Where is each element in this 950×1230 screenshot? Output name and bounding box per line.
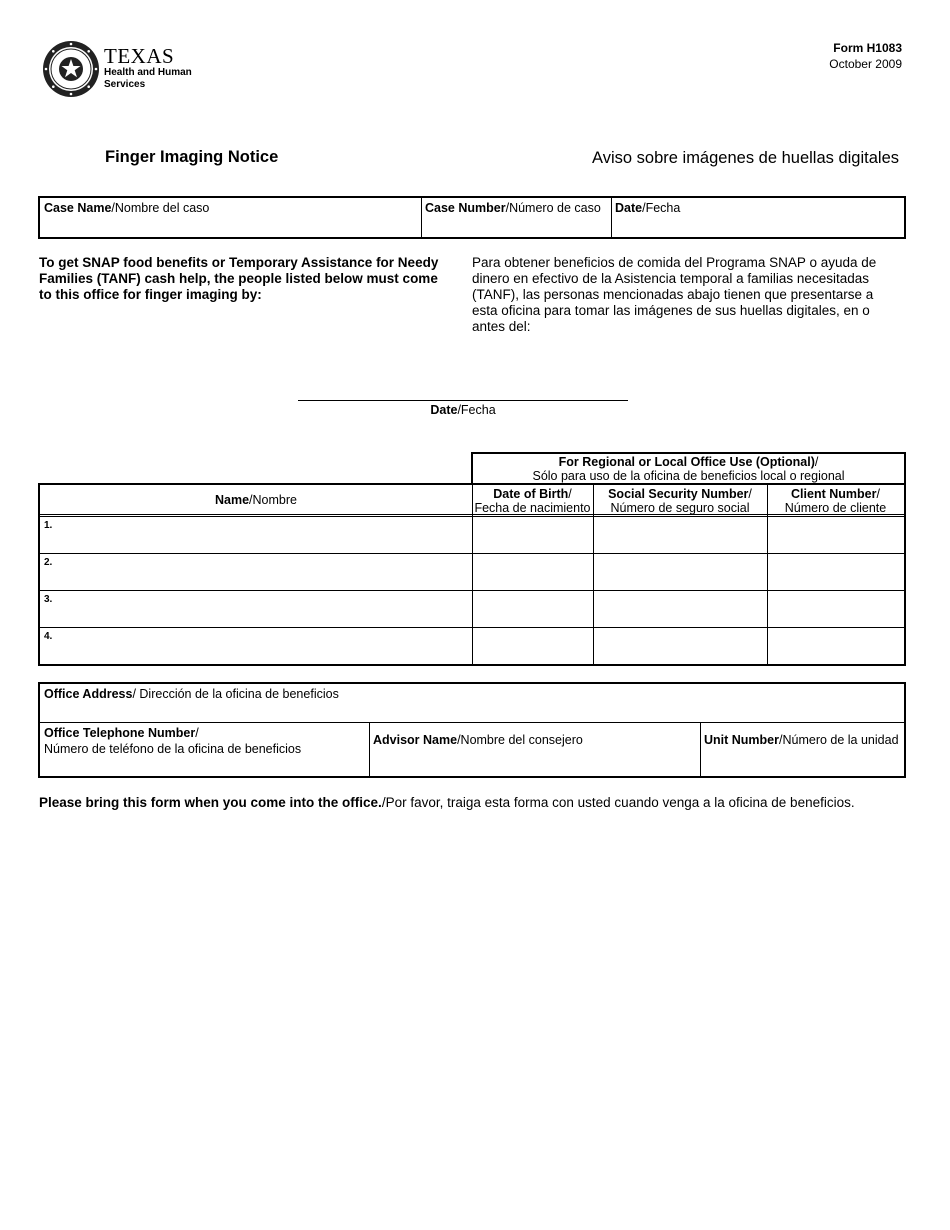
instructions-spanish: Para obtener beneficios de comida del Programa SNAP o ayuda de dinero en efectivo de la Asistencia temporal a familias necesitadas (TANF), las personas mencionadas abajo tienen que presentarse a esta oficina para tomar las imágenes de sus huellas digitales, en o antes del: xyxy=(472,255,877,334)
column-ssn-slash: / xyxy=(748,487,752,501)
office-phone-label-es: Número de teléfono de la oficina de beneficios xyxy=(44,742,302,756)
column-name-label-es: /Nombre xyxy=(249,493,297,507)
agency-logo xyxy=(42,40,192,100)
column-header-name xyxy=(40,485,472,517)
persons-table xyxy=(38,483,906,666)
column-header-dob xyxy=(472,485,593,517)
table-row-number: 2. xyxy=(44,557,53,568)
due-date-label-es: /Fecha xyxy=(457,403,496,417)
instructions-english: To get SNAP food benefits or Temporary Assistance for Needy Families (TANF) cash help, the people listed below must come to this office for finger imaging by: xyxy=(39,255,439,302)
column-name-label: Name xyxy=(215,493,250,507)
office-use-slash: / xyxy=(814,455,819,469)
office-phone-label: Office Telephone Number xyxy=(44,726,196,740)
page-title-english: Finger Imaging Notice xyxy=(105,148,279,166)
footer-note-english: Please bring this form when you come into the office. xyxy=(39,795,382,810)
agency-subtitle-1: Health and Human xyxy=(104,67,192,78)
case-date-field[interactable] xyxy=(611,198,904,237)
case-date-label: Date xyxy=(615,201,643,215)
column-ssn-label-es: Número de seguro social xyxy=(610,501,750,515)
office-use-header xyxy=(471,452,906,485)
footer-note-spanish: /Por favor, traiga esta forma con usted cuando venga a la oficina de beneficios. xyxy=(381,795,855,810)
case-name-label: Case Name xyxy=(44,201,112,215)
column-client-slash: / xyxy=(876,487,880,501)
office-use-label-es: Sólo para uso de la oficina de beneficios local o regional xyxy=(532,469,845,483)
office-use-label-en: For Regional or Local Office Use (Optional) xyxy=(558,455,815,469)
due-date-label-en: Date xyxy=(430,403,458,417)
form-date: October 2009 xyxy=(829,57,902,71)
page-title-spanish: Aviso sobre imágenes de huellas digitales xyxy=(592,149,899,167)
agency-name: TEXAS xyxy=(104,44,175,68)
case-date-label-es: /Fecha xyxy=(642,201,681,215)
advisor-name-field[interactable] xyxy=(369,730,700,776)
office-address-field[interactable] xyxy=(40,684,904,722)
column-header-client-number xyxy=(767,485,904,517)
column-client-label-es: Número de cliente xyxy=(784,501,887,515)
office-address-label-es: / Dirección de la oficina de beneficios xyxy=(132,687,339,701)
footer-note xyxy=(39,795,855,810)
office-info-table xyxy=(38,682,906,778)
office-phone-field[interactable] xyxy=(40,722,369,776)
unit-number-field[interactable] xyxy=(700,730,904,776)
advisor-name-label-es: /Nombre del consejero xyxy=(457,733,583,747)
table-row-number: 1. xyxy=(44,520,53,531)
agency-subtitle-2: Services xyxy=(104,79,146,90)
case-number-label-es: /Número de caso xyxy=(505,201,601,215)
column-dob-label: Date of Birth xyxy=(493,487,569,501)
case-name-field[interactable] xyxy=(40,198,421,237)
office-address-label: Office Address xyxy=(44,687,133,701)
column-dob-label-es: Fecha de nacimiento xyxy=(474,501,591,515)
case-info-table xyxy=(38,196,906,239)
form-identifier xyxy=(829,40,902,72)
due-date-label xyxy=(298,403,628,417)
office-phone-slash: / xyxy=(195,726,199,740)
unit-number-label-es: /Número de la unidad xyxy=(779,733,899,747)
column-client-label: Client Number xyxy=(791,487,877,501)
texas-seal-icon xyxy=(42,40,100,98)
case-number-field[interactable] xyxy=(421,198,611,237)
column-header-ssn xyxy=(593,485,767,517)
column-ssn-label: Social Security Number xyxy=(608,487,749,501)
column-dob-slash: / xyxy=(568,487,572,501)
form-number: Form H1083 xyxy=(833,41,902,55)
table-row-number: 4. xyxy=(44,631,53,642)
unit-number-label: Unit Number xyxy=(704,733,779,747)
due-date-field[interactable] xyxy=(298,400,628,401)
case-name-label-es: /Nombre del caso xyxy=(111,201,210,215)
advisor-name-label: Advisor Name xyxy=(373,733,458,747)
table-row-number: 3. xyxy=(44,594,53,605)
case-number-label: Case Number xyxy=(425,201,506,215)
